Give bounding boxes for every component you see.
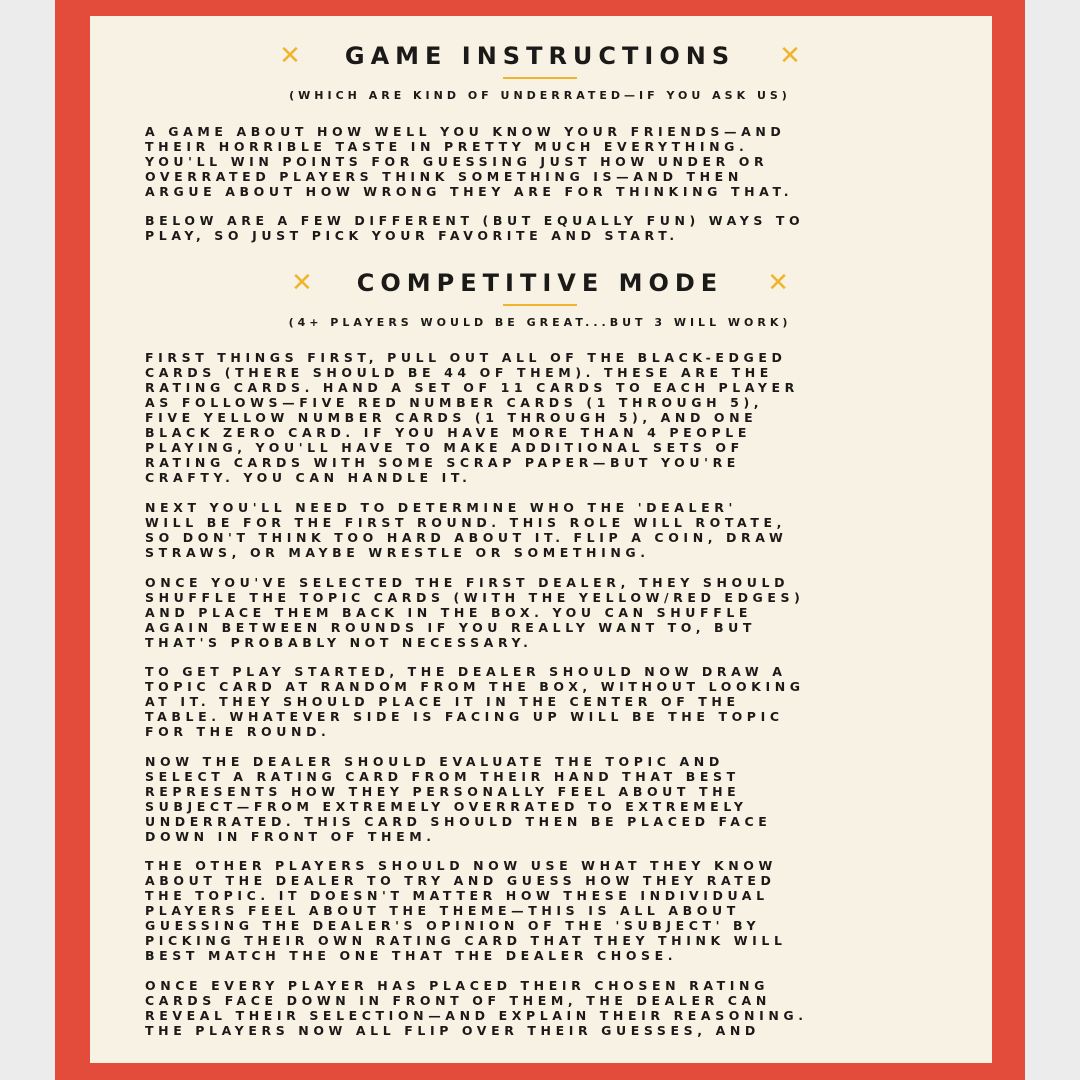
paragraph: FIRST THINGS FIRST, PULL OUT ALL OF THE BLACK-EDGED CARDS (THERE SHOULD BE 44 OF THEM). THESE ARE THE RATING CARDS. HAND A SET OF 11 CARDS TO EACH PLAYER AS FOLLOWS—FIVE RED NUMBER CARDS (1 THROUGH 5), FIVE YELLOW NUMBER CARDS (1 THROUGH 5), AND ONE BLACK ZERO CARD. IF YOU HAVE MORE THAN 4 PEOPLE PLAYING, YOU'LL HAVE TO MAKE ADDITIONAL SETS OF RATING CARDS WITH SOME SCRAP PAPER—BUT YOU'RE CRAFTY. YOU CAN HANDLE IT. — [145, 350, 799, 485]
heading-rule — [145, 304, 935, 306]
paragraph: ONCE YOU'VE SELECTED THE FIRST DEALER, THEY SHOULD SHUFFLE THE TOPIC CARDS (WITH THE YELLOW/RED EDGES) AND PLACE THEM BACK IN THE BOX. YOU CAN SHUFFLE AGAIN BETWEEN ROUNDS IF YOU REALLY WANT TO, BUT THAT'S PROBABLY NOT NECESSARY. — [145, 575, 805, 650]
paragraph: A GAME ABOUT HOW WELL YOU KNOW YOUR FRIENDS—AND THEIR HORRIBLE TASTE IN PRETTY MUCH EVERYTHING. YOU'LL WIN POINTS FOR GUESSING JUST HOW UNDER OR OVERRATED PLAYERS THINK SOMETHING IS—AND THEN ARGUE ABOUT HOW WRONG THEY ARE FOR THINKING THAT. — [145, 124, 794, 199]
x-mark-icon: ✕ — [767, 268, 789, 298]
paragraph: NOW THE DEALER SHOULD EVALUATE THE TOPIC AND SELECT A RATING CARD FROM THEIR HAND THAT BEST REPRESENTS HOW THEY PERSONALLY FEEL ABOUT THE SUBJECT—FROM EXTREMELY OVERRATED TO EXTREMELY UNDERRATED. THIS CARD SHOULD THEN BE PLACED FACE DOWN IN FRONT OF THEM. — [145, 754, 772, 844]
heading-rule — [145, 77, 935, 79]
x-mark-icon: ✕ — [290, 268, 313, 298]
paragraph: NEXT YOU'LL NEED TO DETERMINE WHO THE 'DEALER' WILL BE FOR THE FIRST ROUND. THIS ROLE WILL ROTATE, SO DON'T THINK TOO HARD ABOUT IT. FLIP A COIN, DRAW STRAWS, OR MAYBE WRESTLE OR SOMETHING. — [145, 500, 788, 560]
section-title: COMPETITIVE MODE — [356, 269, 724, 297]
paragraph: BELOW ARE A FEW DIFFERENT (BUT EQUALLY FUN) WAYS TO PLAY, SO JUST PICK YOUR FAVORITE AND START. — [145, 213, 805, 243]
section-title: GAME INSTRUCTIONS — [344, 42, 736, 70]
section-subtitle: (WHICH ARE KIND OF UNDERRATED—IF YOU ASK US) — [289, 89, 791, 102]
game-instructions-heading — [145, 42, 935, 70]
x-mark-icon: ✕ — [779, 41, 801, 71]
instruction-sheet — [90, 16, 992, 1063]
paragraph: THE OTHER PLAYERS SHOULD NOW USE WHAT THEY KNOW ABOUT THE DEALER TO TRY AND GUESS HOW THEY RATED THE TOPIC. IT DOESN'T MATTER HOW THESE INDIVIDUAL PLAYERS FEEL ABOUT THE THEME—THIS IS ALL ABOUT GUESSING THE DEALER'S OPINION OF THE 'SUBJECT' BY PICKING THEIR OWN RATING CARD THAT THEY THINK WILL BEST MATCH THE ONE THAT THE DEALER CHOSE. — [145, 858, 787, 963]
paragraph: TO GET PLAY STARTED, THE DEALER SHOULD NOW DRAW A TOPIC CARD AT RANDOM FROM THE BOX, WITHOUT LOOKING AT IT. THEY SHOULD PLACE IT IN THE CENTER OF THE TABLE. WHATEVER SIDE IS FACING UP WILL BE THE TOPIC FOR THE ROUND. — [145, 664, 805, 739]
section-subtitle: (4+ PLAYERS WOULD BE GREAT...BUT 3 WILL WORK) — [288, 316, 792, 329]
competitive-mode-heading — [145, 269, 935, 297]
x-mark-icon: ✕ — [279, 41, 301, 71]
paragraph: ONCE EVERY PLAYER HAS PLACED THEIR CHOSEN RATING CARDS FACE DOWN IN FRONT OF THEM, THE DEALER CAN REVEAL THEIR SELECTION—AND EXPLAIN THEIR REASONING. THE PLAYERS NOW ALL FLIP OVER THEIR GUESSES, AND — [145, 978, 808, 1038]
